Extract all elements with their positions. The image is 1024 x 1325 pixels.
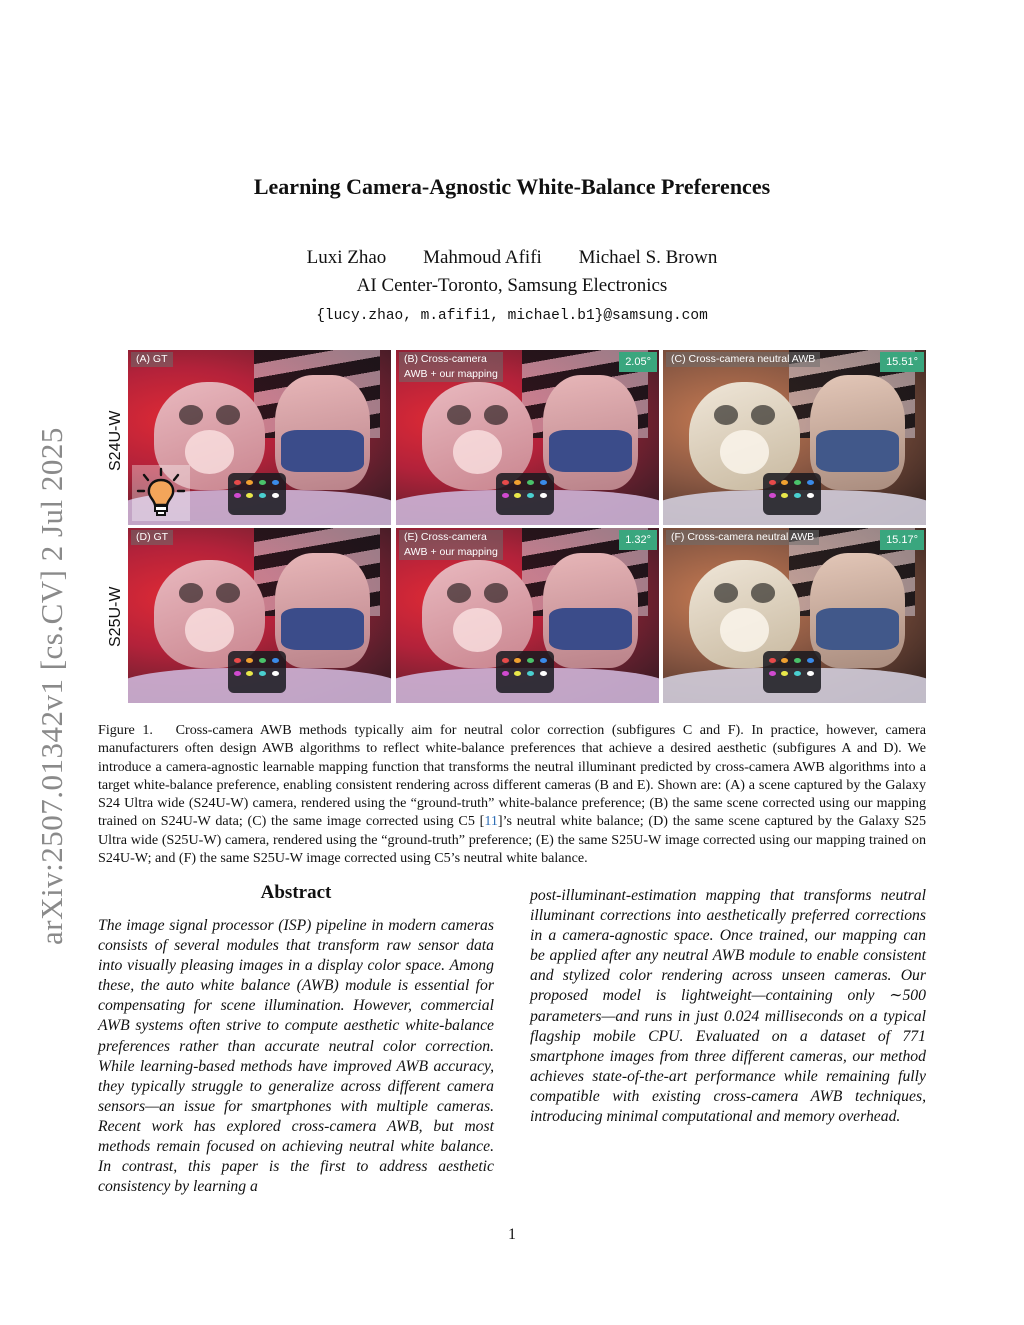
angular-error-badge: 15.17° (880, 530, 924, 550)
teddy-bear (275, 553, 370, 669)
remote-control (496, 473, 554, 515)
angular-error-badge: 2.05° (619, 352, 657, 372)
abstract-heading: Abstract (260, 882, 332, 903)
paper-title: Learning Camera-Agnostic White-Balance Preferences (253, 174, 771, 199)
angular-error-badge: 15.51° (880, 352, 924, 372)
page-number: 1 (508, 1226, 516, 1243)
arxiv-identifier: arXiv:2507.01342v1 [cs.CV] 2 Jul 2025 (34, 427, 69, 945)
figure-panel (663, 350, 926, 525)
remote-control (496, 651, 554, 693)
panel-label: (A) GT (131, 352, 173, 367)
panel-label: (C) Cross-camera neutral AWB (666, 352, 820, 367)
figure-panel (396, 350, 659, 525)
figure-panel (663, 528, 926, 703)
citation-link[interactable]: 11 (484, 813, 498, 830)
caption-text: ]’s neutral white balance; (D) the same scene captured by the Galaxy S25 Ultra wide (S25U-W) camera, rendered using the “ground-truth” preference; (E) the same S25U-W image corrected using our mapping trained on S24U-W; and (F) the same S25U-W image corrected using C5’s neutral white balance. (98, 813, 926, 867)
author-list (0, 247, 1024, 269)
teddy-bear (810, 553, 905, 669)
remote-control (228, 473, 286, 515)
figure-caption (98, 721, 926, 867)
teddy-bear (543, 375, 638, 491)
affiliation: AI Center-Toronto, Samsung Electronics (356, 275, 668, 296)
panel-label: (E) Cross-camera AWB + our mapping (399, 530, 503, 560)
panel-label: (F) Cross-camera neutral AWB (666, 530, 819, 545)
figure-panel (396, 528, 659, 703)
row-label-s25u: S25U-W (107, 586, 124, 647)
remote-control (763, 473, 821, 515)
figure-panel (128, 528, 391, 703)
author-name: Luxi Zhao (306, 247, 387, 268)
abstract-text-right: post-illuminant-estimation mapping that transforms neutral illuminant corrections into aesthetically preferred corrections in a camera-agnostic space. Once trained, our mapping can be applied after any neutral AWB module to enable consistent and stylized color rendering across unseen cameras. Our proposed model is lightweight—containing only ∼500 parameters—and runs in just 0.024 milliseconds on a typical flagship mobile CPU. Evaluated on a dataset of 771 smartphone images from three different cameras, our method achieves state-of-the-art performance while remaining fully compatible with existing cross-camera AWB techniques, introducing minimal computational and memory overhead. (530, 887, 926, 1126)
row-label-s24u: S24U-W (107, 410, 124, 471)
lightbulb-icon (132, 465, 190, 521)
author-emails: {lucy.zhao, m.afifi1, michael.b1}@samsung.com (316, 308, 708, 324)
remote-control (763, 651, 821, 693)
remote-control (228, 651, 286, 693)
abstract-text-left: The image signal processor (ISP) pipeline in modern cameras consists of several modules that transform raw sensor data into visually pleasing images in a display color space. Among these, the auto white balance (AWB) module is essential for compensating for scene illumination. However, commercial AWB systems often strive to compute aesthetic white-balance preferences rather than accurate neutral color correction. While learning-based methods have improved AWB accuracy, they typically struggle to generalize across different camera sensors—an issue for smartphones with multiple cameras. Recent work has explored cross-camera AWB, but most methods remain focused on achieving neutral white balance. In contrast, this paper is the first to address aesthetic consistency by learning a (98, 917, 494, 1196)
caption-text: Cross-camera AWB methods typically aim for neutral color correction (subfigures C and F). In practice, however, camera manufacturers often design AWB algorithms to reflect white-balance preferences that achieve a desired aesthetic (subfigures A and D). We introduce a camera-agnostic learnable mapping function that transforms the neutral illuminant predicted by cross-camera AWB algorithms into a target white-balance preference, enabling consistent rendering across different cameras (B and E). Shown are: (A) a scene captured by the Galaxy S24 Ultra wide (S24U-W) camera, rendered using the “ground-truth” white-balance preference; (B) the same scene corrected using our mapping trained on S24U-W data; (C) the same image corrected using C5 [ (98, 722, 926, 830)
figure-panel (128, 350, 391, 525)
teddy-bear (543, 553, 638, 669)
panel-label: (B) Cross-camera AWB + our mapping (399, 352, 503, 382)
angular-error-badge: 1.32° (619, 530, 657, 550)
author-name: Mahmoud Afifi (423, 247, 542, 268)
teddy-bear (810, 375, 905, 491)
caption-label: Figure 1. (98, 722, 153, 738)
teddy-bear (275, 375, 370, 491)
panel-label: (D) GT (131, 530, 173, 545)
author-name: Michael S. Brown (578, 247, 718, 268)
